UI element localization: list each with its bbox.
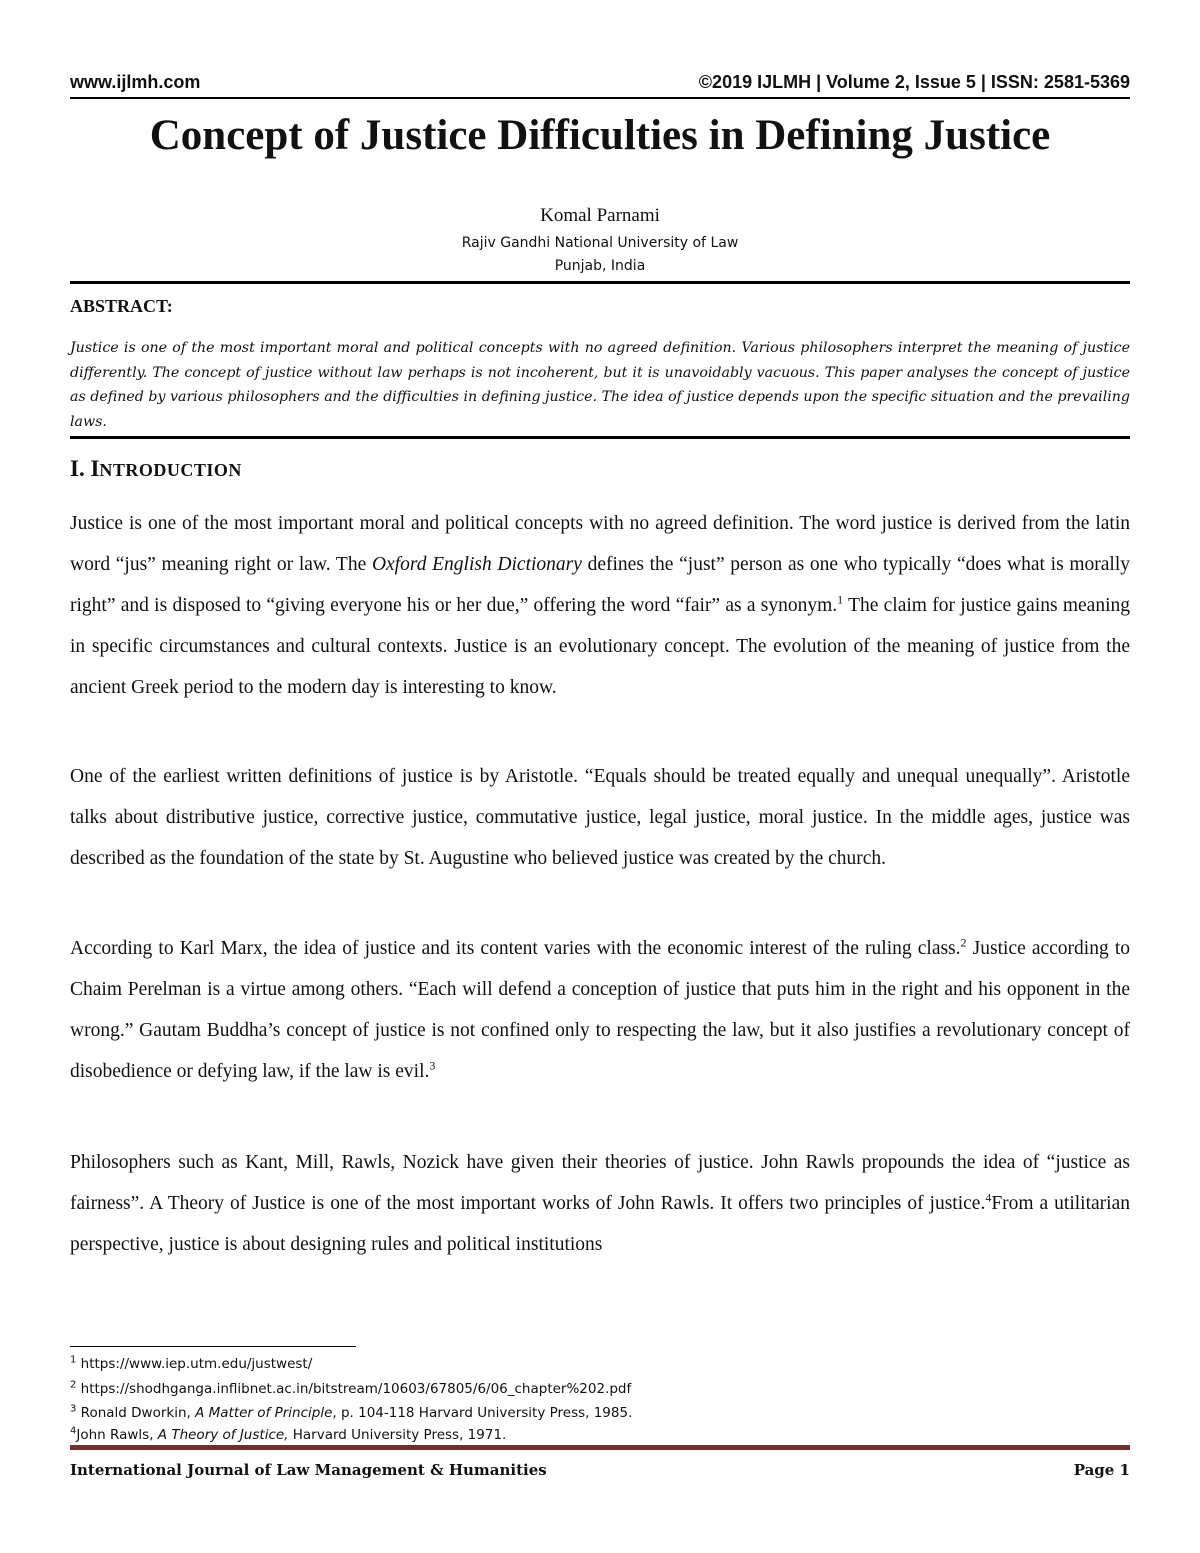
author-name: Komal Parnami <box>540 205 660 226</box>
p3-text-a: According to Karl Marx, the idea of justice and its content varies with the economic interest of the ruling class. <box>70 938 961 959</box>
abstract-bottom-rule <box>70 436 1130 439</box>
author-affiliation: Rajiv Gandhi National University of Law <box>461 235 739 251</box>
p4-text-b: From a utilitarian perspective, justice is about designing rules and political institutions <box>70 1193 1130 1255</box>
footnote-ref-3[interactable]: 3 <box>429 1058 436 1073</box>
footnote-4 <box>70 1425 1130 1445</box>
footnote-2 <box>70 1379 1130 1399</box>
paragraph-3 <box>70 928 1130 1092</box>
footnote-3-author: Ronald Dworkin, <box>76 1405 196 1421</box>
header-citation: ©2019 IJLMH | Volume 2, Issue 5 | ISSN: 2581-5369 <box>698 72 1130 92</box>
header-rule <box>70 97 1130 99</box>
footer-rule <box>70 1445 1130 1450</box>
paragraph-2: One of the earliest written definitions of justice is by Aristotle. “Equals should be treated equally and unequal unequally”. Aristotle talks about distributive justice, corrective justice, commutative justice, legal justice, moral justice. In the middle ages, justice was described as the foundation of the state by St. Augustine who believed justice was created by the church. <box>70 766 1130 869</box>
footnote-4-title: A Theory of Justice, <box>157 1427 289 1443</box>
footnote-3 <box>70 1403 1130 1423</box>
footer-journal: International Journal of Law Management & Humanities <box>70 1461 547 1479</box>
p1-text-b: defines the “just” person as one who typically “does what is morally right” and is disposed to “giving everyone his or her due,” offering the word “fair” as a synonym. <box>70 554 1131 616</box>
footnote-4-number: 4 <box>70 1425 77 1437</box>
footnote-1-link[interactable]: https://www.iep.utm.edu/justwest/ <box>76 1356 313 1372</box>
paragraph-1 <box>70 503 1130 708</box>
abstract-heading: ABSTRACT: <box>70 296 173 316</box>
footnote-separator <box>70 1346 356 1347</box>
footnote-ref-2[interactable]: 2 <box>960 935 967 950</box>
p3-text-b: Justice according to Chaim Perelman is a virtue among others. “Each will defend a conception of justice that puts him in the right and his opponent in the wrong.” Gautam Buddha’s concept of justice is not confined only to respecting the law, but it also justifies a revolutionary concept of disobedience or defying law, if the law is evil. <box>70 938 1130 1082</box>
author-location: Punjab, India <box>554 258 646 274</box>
section-number: I. I <box>70 456 100 481</box>
footnote-ref-4[interactable]: 4 <box>985 1190 992 1205</box>
abstract-top-rule <box>70 281 1130 284</box>
abstract-text: Justice is one of the most important moral and political concepts with no agreed definition. Various philosophers interpret the meaning of justice differently. The concept of justice without law perhaps is not incoherent, but it is unavoidably vacuous. This paper analyses the concept of justice as defined by various philosophers and the difficulties in defining justice. The idea of justice depends upon the specific situation and the prevailing laws. <box>70 340 1130 430</box>
paper-title: Concept of Justice Difficulties in Defining Justice <box>149 112 1051 159</box>
footnote-4-details: Harvard University Press, 1971. <box>288 1427 507 1443</box>
footnote-2-link[interactable]: https://shodhganga.inflibnet.ac.in/bitstream/10603/67805/6/06_chapter%202.pdf <box>76 1381 632 1397</box>
footnote-ref-1[interactable]: 1 <box>837 592 844 607</box>
footnote-3-number: 3 <box>70 1403 77 1415</box>
footnote-1-number: 1 <box>70 1354 77 1366</box>
footnote-4-author: John Rawls, <box>76 1427 158 1443</box>
running-header <box>70 72 1130 96</box>
footer-page-number: Page 1 <box>1073 1461 1130 1479</box>
p1-italic-title: Oxford English Dictionary <box>371 554 582 575</box>
p4-text-a: Philosophers such as Kant, Mill, Rawls, Nozick have given their theories of justice. John Rawls propounds the idea of “justice as fairness”. A Theory of Justice is one of the most important works of John Rawls. It offers two principles of justice. <box>70 1152 1130 1214</box>
footnote-2-number: 2 <box>70 1379 77 1391</box>
section-heading <box>70 456 242 482</box>
header-site: www.ijlmh.com <box>70 72 201 92</box>
running-footer <box>70 1461 1130 1485</box>
footnote-3-title: A Matter of Principle <box>195 1405 333 1421</box>
p1-text-c: The claim for justice gains meaning in specific circumstances and cultural contexts. Justice is an evolutionary concept. The evolution of the meaning of justice from the ancient Greek period to the modern day is interesting to know. <box>70 595 1130 698</box>
footnote-3-details: , p. 104-118 Harvard University Press, 1985. <box>332 1405 633 1421</box>
section-title: NTRODUCTION <box>99 460 242 480</box>
p1-text-a: Justice is one of the most important moral and political concepts with no agreed definition. The word justice is derived from the latin word “jus” meaning right or law. The <box>70 513 1130 575</box>
footnote-1 <box>70 1354 1130 1374</box>
paragraph-4 <box>70 1142 1130 1265</box>
